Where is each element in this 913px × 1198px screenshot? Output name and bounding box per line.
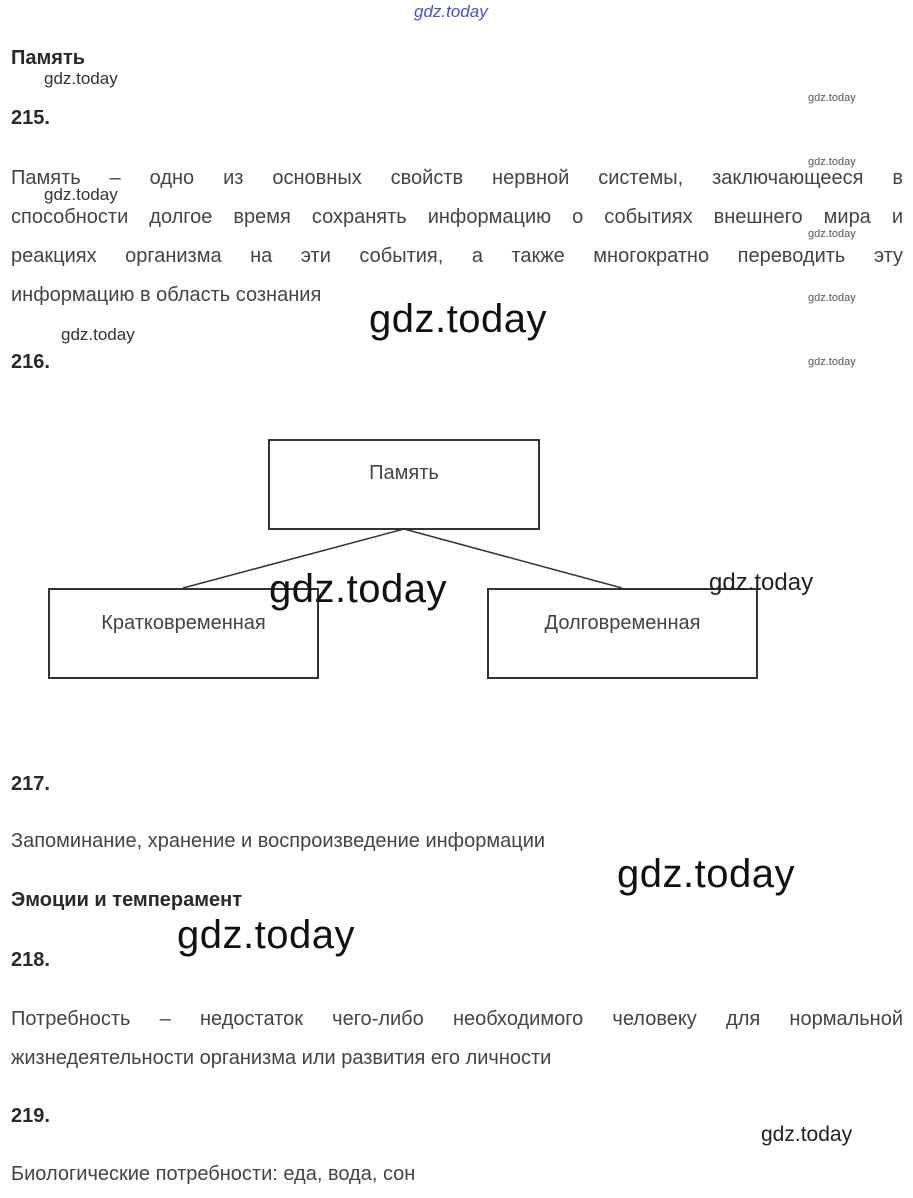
section-title-memory: Память [11,47,86,69]
answer-215-line: Память – одно из основных свойств нервной системы, заключающееся в [11,167,903,189]
watermark: gdz.today [44,185,118,204]
watermark: gdz.today [808,92,856,104]
question-number-217: 217. [11,773,50,795]
answer-215-line: способности долгое время сохранять информацию о событиях внешнего мира и [11,206,903,228]
watermark: gdz.today [808,356,856,368]
answer-218-last [11,1039,903,1078]
answer-215-line: реакциях организма на эти события, а также многократно переводить эту [11,245,903,267]
question-number-215: 215. [11,107,50,129]
watermark: gdz.today [761,1123,853,1146]
question-number-219: 219. [11,1105,50,1127]
watermark: gdz.today [177,913,355,957]
answer-218 [11,1000,903,1039]
watermark: gdz.today [44,69,118,88]
diagram-root-label: Память [369,462,439,484]
watermark: gdz.today [709,569,814,596]
watermark: gdz.today [369,297,547,341]
diagram-right-box [487,588,758,679]
watermark-top: gdz.today [414,2,488,21]
watermark: gdz.today [808,228,856,240]
watermark: gdz.today [269,567,447,611]
watermark: gdz.today [61,325,135,344]
answer-215-line: информацию в область сознания [11,284,322,306]
answer-218-line: жизнедеятельности организма или развития его личности [11,1047,552,1069]
question-number-218: 218. [11,949,50,971]
question-number-216: 216. [11,351,50,373]
watermark: gdz.today [808,292,856,304]
diagram-root-box [268,439,540,530]
answer-218-line: Потребность – недостаток чего-либо необходимого человеку для нормальной [11,1008,903,1030]
section-title-emotions: Эмоции и темперамент [11,889,243,911]
watermark: gdz.today [617,852,795,896]
answer-219: Биологические потребности: еда, вода, сон [11,1163,416,1185]
diagram-right-label: Долговременная [544,612,701,634]
diagram-left-label: Кратковременная [101,612,266,634]
answer-217: Запоминание, хранение и воспроизведение информации [11,830,546,852]
watermark: gdz.today [808,156,856,168]
